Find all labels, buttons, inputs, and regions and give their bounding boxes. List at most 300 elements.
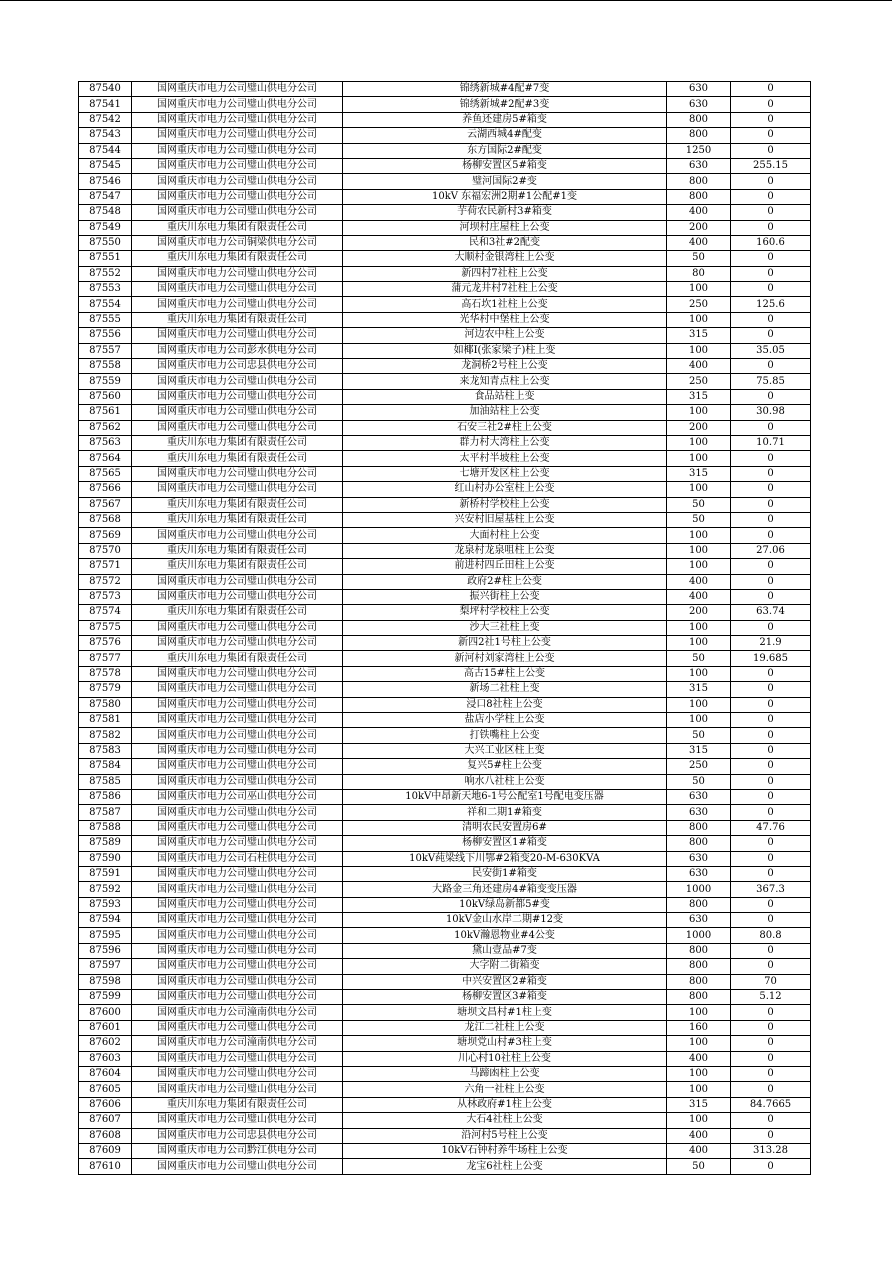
table-row bbox=[79, 990, 811, 1005]
transformer-name-cell: 前进村四丘田柱上公变 bbox=[343, 559, 667, 574]
table-row bbox=[79, 189, 811, 204]
transformer-name-cell: 龙泉村龙泉咀柱上公变 bbox=[343, 543, 667, 558]
transformer-name-cell: 大面村柱上公变 bbox=[343, 528, 667, 543]
value-cell: 0 bbox=[731, 266, 811, 281]
capacity-cell: 100 bbox=[667, 482, 731, 497]
company-cell: 重庆川东电力集团有限责任公司 bbox=[132, 220, 343, 235]
row-id-cell: 87570 bbox=[79, 543, 132, 558]
value-cell: 0 bbox=[731, 666, 811, 681]
row-id-cell: 87542 bbox=[79, 112, 132, 127]
transformer-name-cell: 红山村办公室柱上公变 bbox=[343, 482, 667, 497]
value-cell: 0 bbox=[731, 220, 811, 235]
transformer-name-cell: 六角一社柱上公变 bbox=[343, 1082, 667, 1097]
row-id-cell: 87556 bbox=[79, 328, 132, 343]
capacity-cell: 200 bbox=[667, 605, 731, 620]
table-row bbox=[79, 882, 811, 897]
capacity-cell: 50 bbox=[667, 251, 731, 266]
transformer-name-cell: 中兴安置区2#箱变 bbox=[343, 974, 667, 989]
company-cell: 国网重庆市电力公司璧山供电分公司 bbox=[132, 1159, 343, 1174]
value-cell: 0 bbox=[731, 466, 811, 481]
company-cell: 重庆川东电力集团有限责任公司 bbox=[132, 435, 343, 450]
table-row bbox=[79, 328, 811, 343]
company-cell: 国网重庆市电力公司璧山供电分公司 bbox=[132, 974, 343, 989]
row-id-cell: 87546 bbox=[79, 174, 132, 189]
capacity-cell: 100 bbox=[667, 435, 731, 450]
value-cell: 0 bbox=[731, 713, 811, 728]
page-top-rule bbox=[0, 0, 892, 1]
table-row bbox=[79, 559, 811, 574]
value-cell: 0 bbox=[731, 359, 811, 374]
transformer-name-cell: 马蹄凼柱上公变 bbox=[343, 1067, 667, 1082]
row-id-cell: 87545 bbox=[79, 158, 132, 173]
capacity-cell: 800 bbox=[667, 836, 731, 851]
value-cell: 0 bbox=[731, 943, 811, 958]
row-id-cell: 87596 bbox=[79, 943, 132, 958]
row-id-cell: 87569 bbox=[79, 528, 132, 543]
table-row bbox=[79, 128, 811, 143]
company-cell: 国网重庆市电力公司璧山供电分公司 bbox=[132, 1051, 343, 1066]
transformer-name-cell: 河边农中柱上公变 bbox=[343, 328, 667, 343]
table-row bbox=[79, 943, 811, 958]
capacity-cell: 315 bbox=[667, 682, 731, 697]
row-id-cell: 87604 bbox=[79, 1067, 132, 1082]
value-cell: 0 bbox=[731, 174, 811, 189]
value-cell: 27.06 bbox=[731, 543, 811, 558]
transformer-name-cell: 复兴5#柱上公变 bbox=[343, 759, 667, 774]
table-row bbox=[79, 897, 811, 912]
row-id-cell: 87557 bbox=[79, 343, 132, 358]
row-id-cell: 87579 bbox=[79, 682, 132, 697]
value-cell: 10.71 bbox=[731, 435, 811, 450]
value-cell: 0 bbox=[731, 528, 811, 543]
table-row bbox=[79, 451, 811, 466]
row-id-cell: 87586 bbox=[79, 789, 132, 804]
transformer-name-cell: 璧河国际2#变 bbox=[343, 174, 667, 189]
row-id-cell: 87568 bbox=[79, 512, 132, 527]
table-row bbox=[79, 713, 811, 728]
capacity-cell: 100 bbox=[667, 713, 731, 728]
transformer-name-cell: 10kV中昂新天地6-1号公配室1号配电变压器 bbox=[343, 789, 667, 804]
transformer-name-cell: 浸口8社柱上公变 bbox=[343, 697, 667, 712]
company-cell: 国网重庆市电力公司潼南供电分公司 bbox=[132, 1036, 343, 1051]
table-row bbox=[79, 251, 811, 266]
row-id-cell: 87605 bbox=[79, 1082, 132, 1097]
table-row bbox=[79, 851, 811, 866]
capacity-cell: 100 bbox=[667, 1113, 731, 1128]
company-cell: 国网重庆市电力公司璧山供电分公司 bbox=[132, 990, 343, 1005]
capacity-cell: 50 bbox=[667, 512, 731, 527]
capacity-cell: 80 bbox=[667, 266, 731, 281]
company-cell: 国网重庆市电力公司璧山供电分公司 bbox=[132, 636, 343, 651]
transformer-name-cell: 沿河村5号柱上公变 bbox=[343, 1128, 667, 1143]
company-cell: 重庆川东电力集团有限责任公司 bbox=[132, 559, 343, 574]
company-cell: 重庆川东电力集团有限责任公司 bbox=[132, 1097, 343, 1112]
value-cell: 0 bbox=[731, 851, 811, 866]
company-cell: 国网重庆市电力公司璧山供电分公司 bbox=[132, 482, 343, 497]
company-cell: 国网重庆市电力公司璧山供电分公司 bbox=[132, 405, 343, 420]
capacity-cell: 400 bbox=[667, 359, 731, 374]
company-cell: 国网重庆市电力公司璧山供电分公司 bbox=[132, 466, 343, 481]
value-cell: 0 bbox=[731, 512, 811, 527]
transformer-name-cell: 杨柳安置区3#箱变 bbox=[343, 990, 667, 1005]
row-id-cell: 87592 bbox=[79, 882, 132, 897]
transformer-name-cell: 10kV绿岛新都5#变 bbox=[343, 897, 667, 912]
table-row bbox=[79, 605, 811, 620]
table-row bbox=[79, 589, 811, 604]
table-row bbox=[79, 636, 811, 651]
data-table bbox=[78, 81, 811, 1175]
company-cell: 重庆川东电力集团有限责任公司 bbox=[132, 605, 343, 620]
table-row bbox=[79, 728, 811, 743]
company-cell: 国网重庆市电力公司璧山供电分公司 bbox=[132, 728, 343, 743]
company-cell: 国网重庆市电力公司璧山供电分公司 bbox=[132, 743, 343, 758]
table-row bbox=[79, 574, 811, 589]
row-id-cell: 87575 bbox=[79, 620, 132, 635]
company-cell: 国网重庆市电力公司璧山供电分公司 bbox=[132, 266, 343, 281]
table-row bbox=[79, 805, 811, 820]
company-cell: 国网重庆市电力公司铜梁供电分公司 bbox=[132, 235, 343, 250]
table-row bbox=[79, 759, 811, 774]
table-row bbox=[79, 374, 811, 389]
row-id-cell: 87563 bbox=[79, 435, 132, 450]
transformer-name-cell: 大路金三角还建房4#箱变变压器 bbox=[343, 882, 667, 897]
capacity-cell: 400 bbox=[667, 574, 731, 589]
capacity-cell: 160 bbox=[667, 1020, 731, 1035]
table-row bbox=[79, 1128, 811, 1143]
company-cell: 国网重庆市电力公司璧山供电分公司 bbox=[132, 420, 343, 435]
capacity-cell: 800 bbox=[667, 959, 731, 974]
table-row bbox=[79, 343, 811, 358]
table-row bbox=[79, 666, 811, 681]
value-cell: 0 bbox=[731, 420, 811, 435]
company-cell: 国网重庆市电力公司璧山供电分公司 bbox=[132, 866, 343, 881]
row-id-cell: 87540 bbox=[79, 82, 132, 97]
capacity-cell: 800 bbox=[667, 897, 731, 912]
transformer-name-cell: 民和3社#2配变 bbox=[343, 235, 667, 250]
row-id-cell: 87595 bbox=[79, 928, 132, 943]
row-id-cell: 87591 bbox=[79, 866, 132, 881]
row-id-cell: 87582 bbox=[79, 728, 132, 743]
capacity-cell: 100 bbox=[667, 1067, 731, 1082]
value-cell: 63.74 bbox=[731, 605, 811, 620]
company-cell: 国网重庆市电力公司璧山供电分公司 bbox=[132, 820, 343, 835]
value-cell: 0 bbox=[731, 697, 811, 712]
table-row bbox=[79, 420, 811, 435]
value-cell: 30.98 bbox=[731, 405, 811, 420]
company-cell: 国网重庆市电力公司璧山供电分公司 bbox=[132, 1113, 343, 1128]
transformer-name-cell: 大字附二街箱变 bbox=[343, 959, 667, 974]
capacity-cell: 100 bbox=[667, 282, 731, 297]
row-id-cell: 87588 bbox=[79, 820, 132, 835]
company-cell: 国网重庆市电力公司璧山供电分公司 bbox=[132, 374, 343, 389]
table-row bbox=[79, 866, 811, 881]
row-id-cell: 87576 bbox=[79, 636, 132, 651]
row-id-cell: 87549 bbox=[79, 220, 132, 235]
capacity-cell: 630 bbox=[667, 866, 731, 881]
transformer-name-cell: 七塘开发区柱上公变 bbox=[343, 466, 667, 481]
transformer-name-cell: 如椰I(张家梁子)柱上变 bbox=[343, 343, 667, 358]
value-cell: 0 bbox=[731, 959, 811, 974]
table-row bbox=[79, 405, 811, 420]
company-cell: 国网重庆市电力公司璧山供电分公司 bbox=[132, 620, 343, 635]
company-cell: 国网重庆市电力公司璧山供电分公司 bbox=[132, 128, 343, 143]
table-row bbox=[79, 620, 811, 635]
capacity-cell: 800 bbox=[667, 189, 731, 204]
capacity-cell: 400 bbox=[667, 1128, 731, 1143]
table-row bbox=[79, 836, 811, 851]
value-cell: 75.85 bbox=[731, 374, 811, 389]
capacity-cell: 630 bbox=[667, 851, 731, 866]
transformer-name-cell: 来龙知青点柱上公变 bbox=[343, 374, 667, 389]
row-id-cell: 87606 bbox=[79, 1097, 132, 1112]
table-row bbox=[79, 1097, 811, 1112]
table-row bbox=[79, 1159, 811, 1174]
capacity-cell: 100 bbox=[667, 528, 731, 543]
table-row bbox=[79, 1036, 811, 1051]
value-cell: 0 bbox=[731, 620, 811, 635]
transformer-name-cell: 政府2#柱上公变 bbox=[343, 574, 667, 589]
value-cell: 0 bbox=[731, 205, 811, 220]
company-cell: 国网重庆市电力公司璧山供电分公司 bbox=[132, 682, 343, 697]
row-id-cell: 87607 bbox=[79, 1113, 132, 1128]
row-id-cell: 87567 bbox=[79, 497, 132, 512]
table-row bbox=[79, 205, 811, 220]
table-row bbox=[79, 312, 811, 327]
company-cell: 国网重庆市电力公司璧山供电分公司 bbox=[132, 528, 343, 543]
table-row bbox=[79, 512, 811, 527]
table-row bbox=[79, 1143, 811, 1158]
row-id-cell: 87600 bbox=[79, 1005, 132, 1020]
company-cell: 重庆川东电力集团有限责任公司 bbox=[132, 497, 343, 512]
transformer-name-cell: 打铁嘴柱上公变 bbox=[343, 728, 667, 743]
value-cell: 0 bbox=[731, 774, 811, 789]
capacity-cell: 630 bbox=[667, 82, 731, 97]
transformer-name-cell: 光华村中堡柱上公变 bbox=[343, 312, 667, 327]
row-id-cell: 87593 bbox=[79, 897, 132, 912]
capacity-cell: 50 bbox=[667, 774, 731, 789]
capacity-cell: 800 bbox=[667, 128, 731, 143]
row-id-cell: 87584 bbox=[79, 759, 132, 774]
value-cell: 0 bbox=[731, 128, 811, 143]
table-row bbox=[79, 389, 811, 404]
capacity-cell: 50 bbox=[667, 1159, 731, 1174]
row-id-cell: 87544 bbox=[79, 143, 132, 158]
capacity-cell: 315 bbox=[667, 1097, 731, 1112]
value-cell: 0 bbox=[731, 189, 811, 204]
value-cell: 0 bbox=[731, 682, 811, 697]
table-row bbox=[79, 1005, 811, 1020]
company-cell: 国网重庆市电力公司璧山供电分公司 bbox=[132, 959, 343, 974]
capacity-cell: 800 bbox=[667, 820, 731, 835]
transformer-name-cell: 新桥村学校柱上公变 bbox=[343, 497, 667, 512]
table-row bbox=[79, 220, 811, 235]
transformer-name-cell: 兴安村旧屋基柱上公变 bbox=[343, 512, 667, 527]
company-cell: 国网重庆市电力公司璧山供电分公司 bbox=[132, 666, 343, 681]
transformer-name-cell: 响水八社柱上公变 bbox=[343, 774, 667, 789]
value-cell: 0 bbox=[731, 759, 811, 774]
value-cell: 0 bbox=[731, 389, 811, 404]
row-id-cell: 87552 bbox=[79, 266, 132, 281]
company-cell: 国网重庆市电力公司璧山供电分公司 bbox=[132, 297, 343, 312]
company-cell: 重庆川东电力集团有限责任公司 bbox=[132, 312, 343, 327]
capacity-cell: 800 bbox=[667, 974, 731, 989]
row-id-cell: 87543 bbox=[79, 128, 132, 143]
row-id-cell: 87585 bbox=[79, 774, 132, 789]
transformer-name-cell: 太平村半坡柱上公变 bbox=[343, 451, 667, 466]
value-cell: 19.685 bbox=[731, 651, 811, 666]
value-cell: 255.15 bbox=[731, 158, 811, 173]
transformer-name-cell: 梨坪村学校柱上公变 bbox=[343, 605, 667, 620]
row-id-cell: 87610 bbox=[79, 1159, 132, 1174]
company-cell: 重庆川东电力集团有限责任公司 bbox=[132, 512, 343, 527]
transformer-name-cell: 10kV金山水岸二期#12变 bbox=[343, 913, 667, 928]
transformer-name-cell: 养鱼还建房5#箱变 bbox=[343, 112, 667, 127]
value-cell: 0 bbox=[731, 451, 811, 466]
capacity-cell: 800 bbox=[667, 943, 731, 958]
capacity-cell: 50 bbox=[667, 651, 731, 666]
row-id-cell: 87554 bbox=[79, 297, 132, 312]
value-cell: 21.9 bbox=[731, 636, 811, 651]
transformer-name-cell: 黛山壹品#7变 bbox=[343, 943, 667, 958]
transformer-name-cell: 石安三社2#柱上公变 bbox=[343, 420, 667, 435]
table-row bbox=[79, 82, 811, 97]
capacity-cell: 1250 bbox=[667, 143, 731, 158]
row-id-cell: 87590 bbox=[79, 851, 132, 866]
value-cell: 0 bbox=[731, 1113, 811, 1128]
value-cell: 0 bbox=[731, 559, 811, 574]
value-cell: 0 bbox=[731, 743, 811, 758]
value-cell: 0 bbox=[731, 574, 811, 589]
row-id-cell: 87562 bbox=[79, 420, 132, 435]
value-cell: 0 bbox=[731, 143, 811, 158]
capacity-cell: 250 bbox=[667, 374, 731, 389]
table-row bbox=[79, 959, 811, 974]
table-row bbox=[79, 266, 811, 281]
table-row bbox=[79, 1067, 811, 1082]
row-id-cell: 87561 bbox=[79, 405, 132, 420]
capacity-cell: 400 bbox=[667, 589, 731, 604]
value-cell: 5.12 bbox=[731, 990, 811, 1005]
value-cell: 0 bbox=[731, 251, 811, 266]
capacity-cell: 400 bbox=[667, 1051, 731, 1066]
company-cell: 国网重庆市电力公司璧山供电分公司 bbox=[132, 913, 343, 928]
table-row bbox=[79, 1082, 811, 1097]
value-cell: 367.3 bbox=[731, 882, 811, 897]
row-id-cell: 87548 bbox=[79, 205, 132, 220]
transformer-name-cell: 从林政府#1柱上公变 bbox=[343, 1097, 667, 1112]
value-cell: 35.05 bbox=[731, 343, 811, 358]
value-cell: 0 bbox=[731, 1067, 811, 1082]
table-row bbox=[79, 297, 811, 312]
transformer-name-cell: 群力村大湾柱上公变 bbox=[343, 435, 667, 450]
company-cell: 国网重庆市电力公司璧山供电分公司 bbox=[132, 174, 343, 189]
company-cell: 国网重庆市电力公司璧山供电分公司 bbox=[132, 697, 343, 712]
transformer-name-cell: 芋荷农民新村3#箱变 bbox=[343, 205, 667, 220]
value-cell: 0 bbox=[731, 1082, 811, 1097]
table-row bbox=[79, 697, 811, 712]
row-id-cell: 87565 bbox=[79, 466, 132, 481]
row-id-cell: 87597 bbox=[79, 959, 132, 974]
transformer-name-cell: 大顺村金银湾柱上公变 bbox=[343, 251, 667, 266]
capacity-cell: 315 bbox=[667, 743, 731, 758]
capacity-cell: 400 bbox=[667, 205, 731, 220]
row-id-cell: 87603 bbox=[79, 1051, 132, 1066]
capacity-cell: 50 bbox=[667, 497, 731, 512]
value-cell: 0 bbox=[731, 282, 811, 297]
value-cell: 0 bbox=[731, 497, 811, 512]
value-cell: 70 bbox=[731, 974, 811, 989]
transformer-name-cell: 新场二社柱上变 bbox=[343, 682, 667, 697]
row-id-cell: 87578 bbox=[79, 666, 132, 681]
value-cell: 0 bbox=[731, 1005, 811, 1020]
table-row bbox=[79, 974, 811, 989]
company-cell: 国网重庆市电力公司璧山供电分公司 bbox=[132, 82, 343, 97]
table-row bbox=[79, 543, 811, 558]
company-cell: 重庆川东电力集团有限责任公司 bbox=[132, 251, 343, 266]
transformer-name-cell: 杨柳安置区1#箱变 bbox=[343, 836, 667, 851]
value-cell: 47.76 bbox=[731, 820, 811, 835]
value-cell: 0 bbox=[731, 728, 811, 743]
capacity-cell: 315 bbox=[667, 389, 731, 404]
transformer-name-cell: 高古15#柱上公变 bbox=[343, 666, 667, 681]
transformer-name-cell: 祥和二期1#箱变 bbox=[343, 805, 667, 820]
transformer-name-cell: 大兴工业区柱上变 bbox=[343, 743, 667, 758]
value-cell: 0 bbox=[731, 1159, 811, 1174]
company-cell: 国网重庆市电力公司璧山供电分公司 bbox=[132, 158, 343, 173]
transformer-name-cell: 龙江二社柱上公变 bbox=[343, 1020, 667, 1035]
company-cell: 国网重庆市电力公司璧山供电分公司 bbox=[132, 574, 343, 589]
row-id-cell: 87547 bbox=[79, 189, 132, 204]
capacity-cell: 315 bbox=[667, 328, 731, 343]
table-row bbox=[79, 820, 811, 835]
capacity-cell: 50 bbox=[667, 728, 731, 743]
company-cell: 国网重庆市电力公司潼南供电分公司 bbox=[132, 1005, 343, 1020]
capacity-cell: 800 bbox=[667, 990, 731, 1005]
capacity-cell: 100 bbox=[667, 559, 731, 574]
row-id-cell: 87571 bbox=[79, 559, 132, 574]
table-row bbox=[79, 482, 811, 497]
capacity-cell: 630 bbox=[667, 97, 731, 112]
company-cell: 国网重庆市电力公司璧山供电分公司 bbox=[132, 882, 343, 897]
table-row bbox=[79, 1051, 811, 1066]
table-row bbox=[79, 789, 811, 804]
capacity-cell: 315 bbox=[667, 466, 731, 481]
row-id-cell: 87594 bbox=[79, 913, 132, 928]
capacity-cell: 800 bbox=[667, 112, 731, 127]
value-cell: 160.6 bbox=[731, 235, 811, 250]
value-cell: 0 bbox=[731, 1128, 811, 1143]
row-id-cell: 87541 bbox=[79, 97, 132, 112]
value-cell: 0 bbox=[731, 1051, 811, 1066]
transformer-name-cell: 龙宝6社柱上公变 bbox=[343, 1159, 667, 1174]
company-cell: 国网重庆市电力公司璧山供电分公司 bbox=[132, 1082, 343, 1097]
capacity-cell: 630 bbox=[667, 805, 731, 820]
transformer-name-cell: 新四村7社柱上公变 bbox=[343, 266, 667, 281]
value-cell: 125.6 bbox=[731, 297, 811, 312]
table-row bbox=[79, 435, 811, 450]
table-row bbox=[79, 359, 811, 374]
value-cell: 0 bbox=[731, 1020, 811, 1035]
table-row bbox=[79, 1020, 811, 1035]
row-id-cell: 87573 bbox=[79, 589, 132, 604]
row-id-cell: 87566 bbox=[79, 482, 132, 497]
transformer-name-cell: 锦绣新城#2配#3变 bbox=[343, 97, 667, 112]
transformer-name-cell: 高石坎1社柱上公变 bbox=[343, 297, 667, 312]
row-id-cell: 87608 bbox=[79, 1128, 132, 1143]
transformer-name-cell: 新四2社1号柱上公变 bbox=[343, 636, 667, 651]
transformer-name-cell: 食品站柱上变 bbox=[343, 389, 667, 404]
capacity-cell: 100 bbox=[667, 620, 731, 635]
